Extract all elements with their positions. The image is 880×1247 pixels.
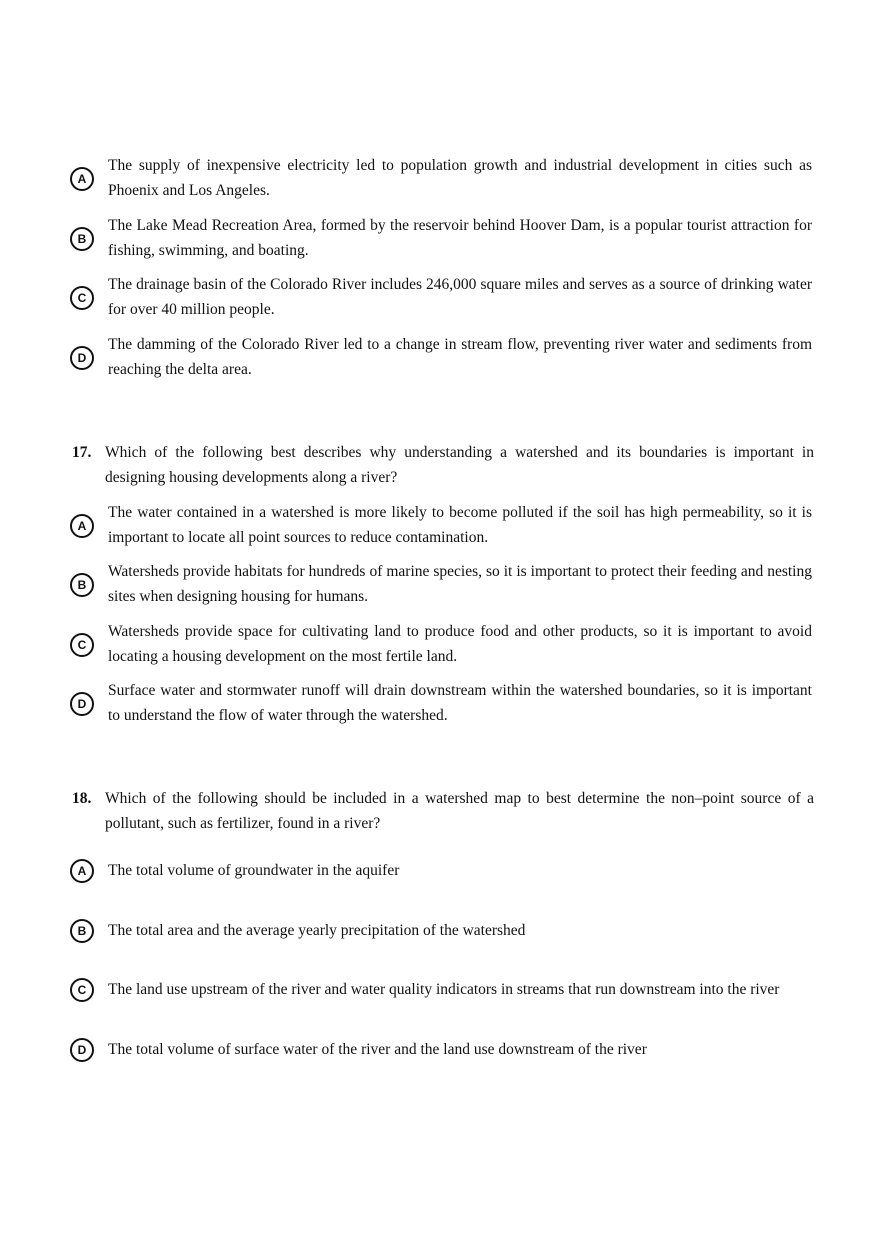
option-text: Watersheds provide space for cultivating land to produce food and other products, so it is important to avoid locating a housing development on the most fertile land. xyxy=(108,623,812,665)
option-bubble-a[interactable]: A xyxy=(70,514,94,538)
option-bubble-b[interactable]: B xyxy=(70,227,94,251)
question-number: 17. xyxy=(72,444,92,461)
option-text: The total area and the average yearly precipitation of the watershed xyxy=(108,922,526,939)
option-bubble-b[interactable]: B xyxy=(70,573,94,597)
option-bubble-a[interactable]: A xyxy=(70,859,94,883)
option-bubble-b[interactable]: B xyxy=(70,919,94,943)
option-bubble-c[interactable]: C xyxy=(70,978,94,1002)
option-text: Surface water and stormwater runoff will drain downstream within the watershed boundaries, so it is important to understand the flow of water through the watershed. xyxy=(108,682,812,724)
option-bubble-d[interactable]: D xyxy=(70,346,94,370)
option-text: The drainage basin of the Colorado River includes 246,000 square miles and serves as a source of drinking water for over 40 million people. xyxy=(108,276,812,318)
question-number: 18. xyxy=(72,790,92,807)
option-text: The land use upstream of the river and water quality indicators in streams that run downstream into the river xyxy=(108,981,780,998)
option-bubble-c[interactable]: C xyxy=(70,286,94,310)
question-text: Which of the following should be included in a watershed map to best determine the non–point source of a pollutant, such as fertilizer, found in a river? xyxy=(105,790,814,832)
option-text: Watersheds provide habitats for hundreds of marine species, so it is important to protect their feeding and nesting sites when designing housing for humans. xyxy=(108,563,812,605)
option-bubble-c[interactable]: C xyxy=(70,633,94,657)
option-text: The total volume of groundwater in the aquifer xyxy=(108,862,400,879)
option-text: The Lake Mead Recreation Area, formed by the reservoir behind Hoover Dam, is a popular tourist attraction for fishing, swimming, and boating. xyxy=(108,217,812,259)
option-text: The damming of the Colorado River led to a change in stream flow, preventing river water and sediments from reaching the delta area. xyxy=(108,336,812,378)
option-bubble-a[interactable]: A xyxy=(70,167,94,191)
option-bubble-d[interactable]: D xyxy=(70,1038,94,1062)
option-text: The total volume of surface water of the river and the land use downstream of the river xyxy=(108,1041,647,1058)
option-text: The supply of inexpensive electricity led to population growth and industrial development in cities such as Phoenix and Los Angeles. xyxy=(108,157,812,199)
option-text: The water contained in a watershed is more likely to become polluted if the soil has high permeability, so it is important to locate all point sources to reduce contamination. xyxy=(108,504,812,546)
option-bubble-d[interactable]: D xyxy=(70,692,94,716)
question-text: Which of the following best describes why understanding a watershed and its boundaries is important in designing housing developments along a river? xyxy=(105,444,814,486)
